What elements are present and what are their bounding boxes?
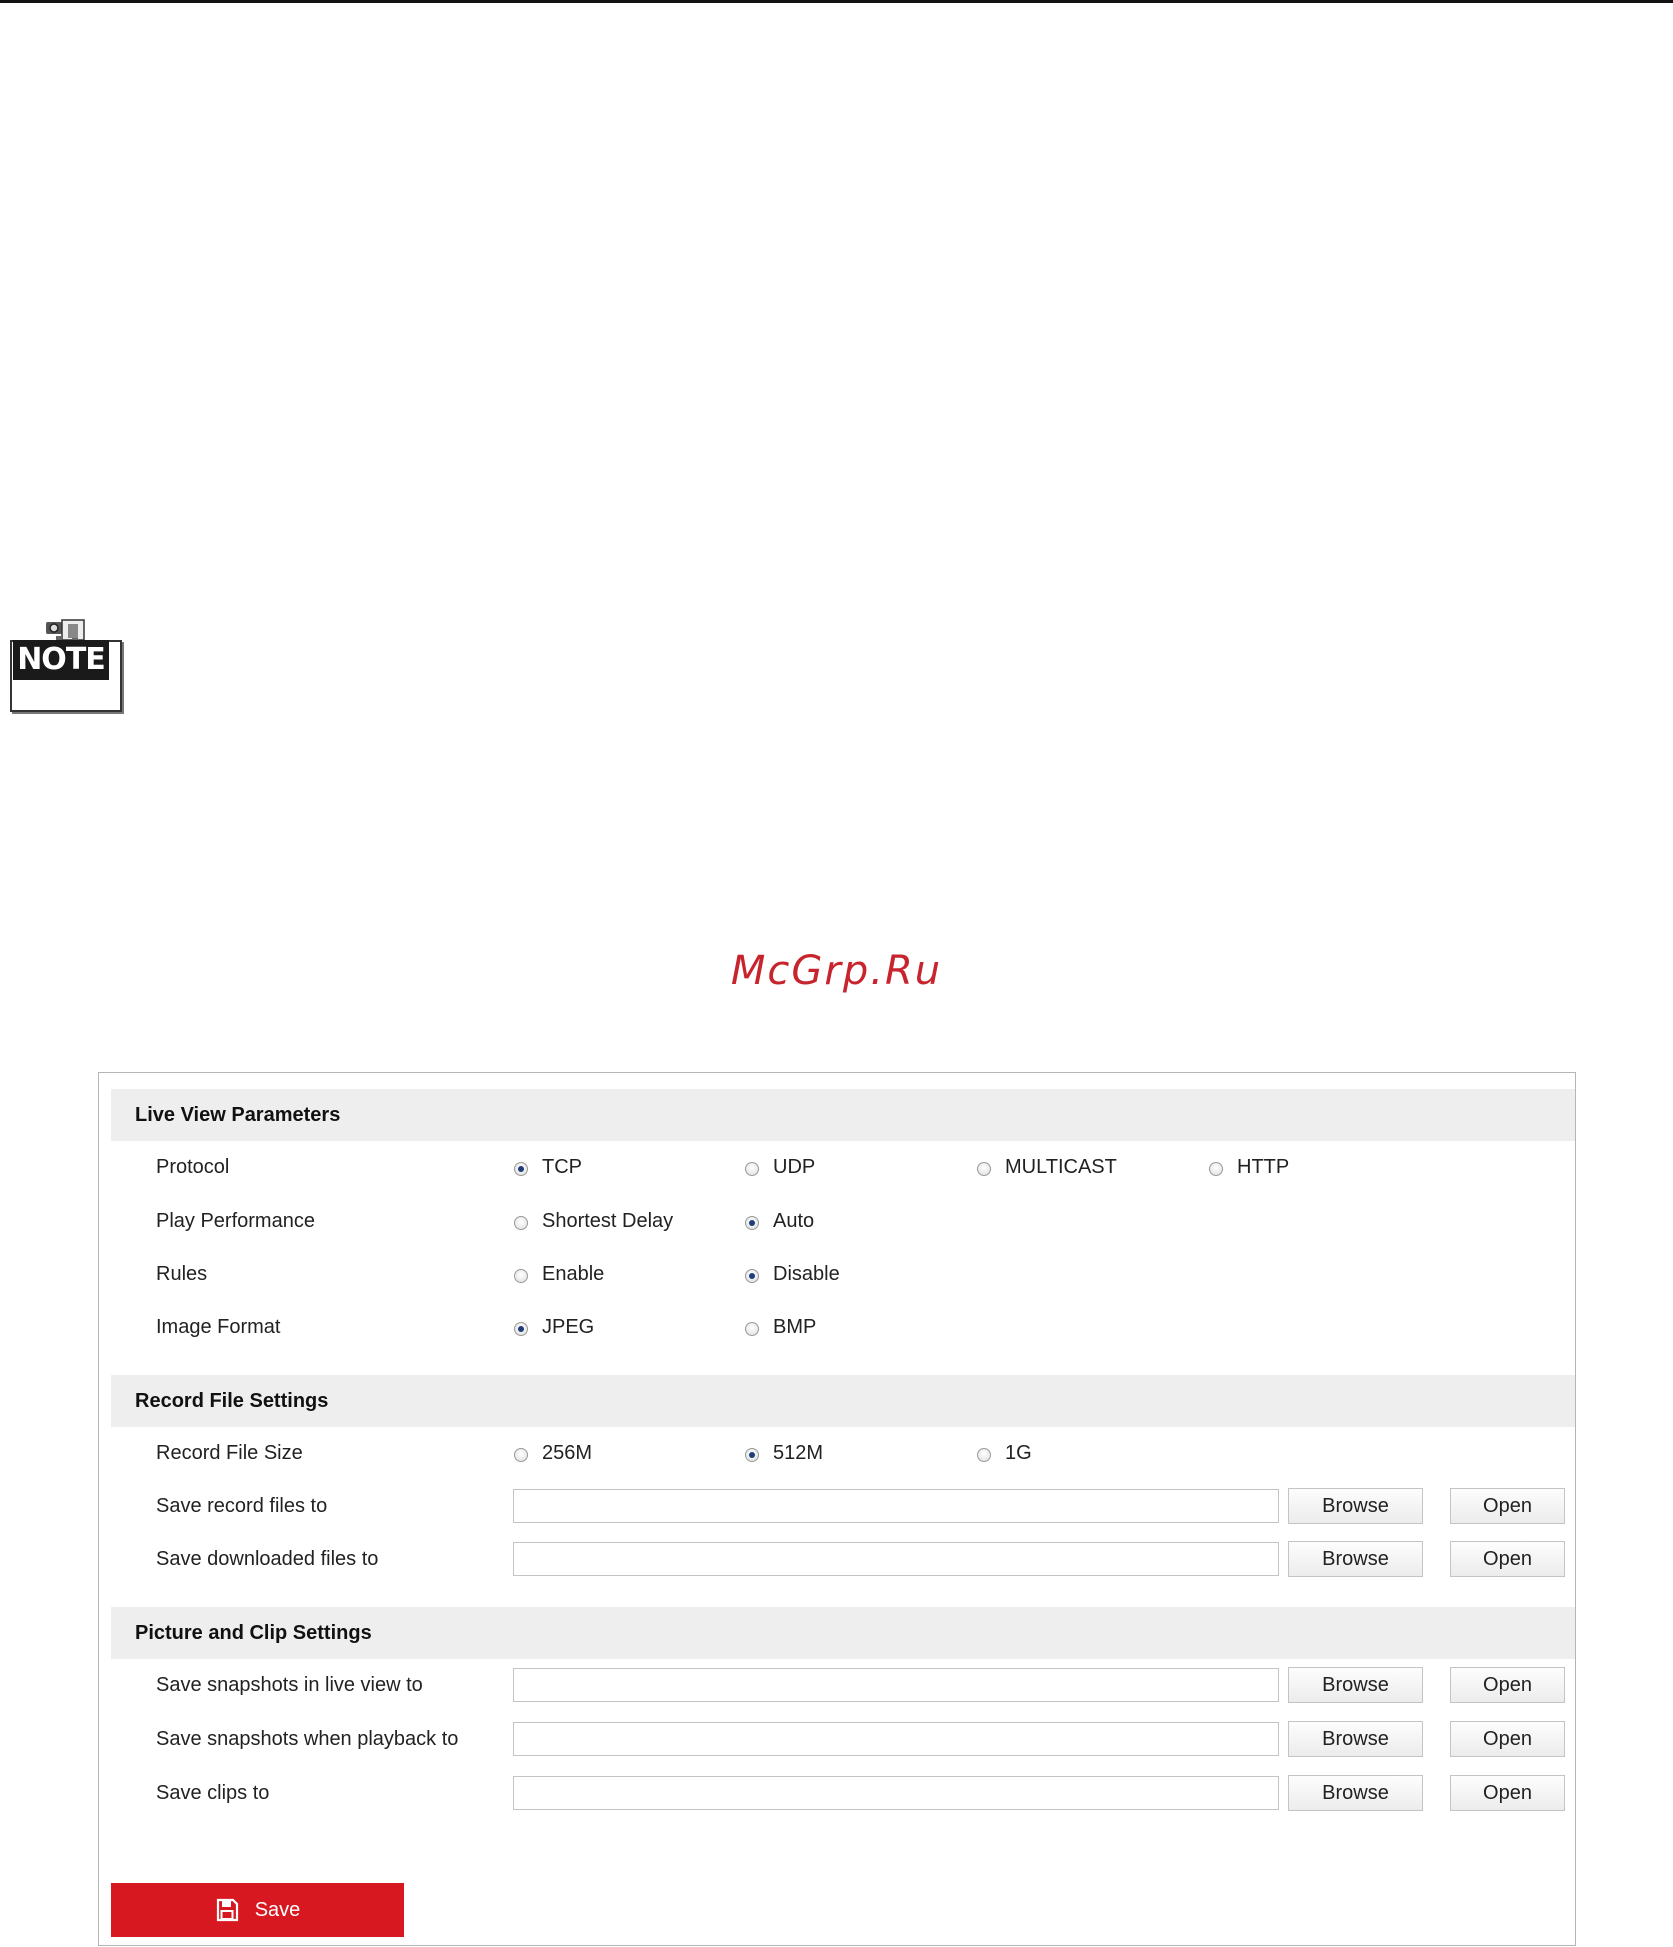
snapshots-playback-label: Save snapshots when playback to	[156, 1728, 459, 1750]
record-file-size-label: Record File Size	[156, 1442, 303, 1464]
radio-rules-enable[interactable]: Enable	[514, 1250, 604, 1298]
local-config-panel	[98, 1072, 1576, 1946]
browse-button[interactable]: Browse	[1288, 1721, 1423, 1757]
radio-dot-icon	[745, 1216, 759, 1230]
radio-dot-icon	[977, 1162, 991, 1176]
row-protocol	[99, 1143, 1575, 1191]
protocol-label: Protocol	[156, 1156, 230, 1178]
section-header-live-view: Live View Parameters	[111, 1089, 1575, 1141]
radio-protocol-http[interactable]: HTTP	[1209, 1143, 1289, 1191]
row-record-file-size	[99, 1429, 1575, 1477]
row-rules	[99, 1250, 1575, 1298]
snapshots-live-label: Save snapshots in live view to	[156, 1674, 423, 1696]
snapshots-playback-input[interactable]	[513, 1722, 1279, 1756]
radio-protocol-udp[interactable]: UDP	[745, 1143, 815, 1191]
radio-protocol-tcp[interactable]: TCP	[514, 1143, 582, 1191]
radio-shortest-delay[interactable]: Shortest Delay	[514, 1197, 673, 1245]
save-downloaded-files-input[interactable]	[513, 1542, 1279, 1576]
radio-size-512m[interactable]: 512M	[745, 1429, 823, 1477]
row-save-downloaded-files	[99, 1535, 1575, 1583]
browse-button[interactable]: Browse	[1288, 1775, 1423, 1811]
radio-dot-icon	[514, 1322, 528, 1336]
open-button[interactable]: Open	[1450, 1775, 1565, 1811]
save-downloaded-files-label: Save downloaded files to	[156, 1548, 379, 1570]
row-snapshots-playback	[99, 1715, 1575, 1763]
top-rule	[0, 0, 1673, 3]
section-header-record-file: Record File Settings	[111, 1375, 1575, 1427]
radio-rules-disable[interactable]: Disable	[745, 1250, 840, 1298]
browse-button[interactable]: Browse	[1288, 1667, 1423, 1703]
radio-auto[interactable]: Auto	[745, 1197, 814, 1245]
play-performance-label: Play Performance	[156, 1210, 315, 1232]
watermark: McGrp.Ru	[730, 948, 943, 994]
browse-button[interactable]: Browse	[1288, 1541, 1423, 1577]
open-button[interactable]: Open	[1450, 1541, 1565, 1577]
save-button[interactable]	[111, 1883, 404, 1937]
row-snapshots-live	[99, 1661, 1575, 1709]
note-badge	[8, 618, 118, 714]
image-format-label: Image Format	[156, 1316, 281, 1338]
radio-dot-icon	[1209, 1162, 1223, 1176]
row-image-format	[99, 1303, 1575, 1351]
radio-format-jpeg[interactable]: JPEG	[514, 1303, 594, 1351]
radio-protocol-multicast[interactable]: MULTICAST	[977, 1143, 1117, 1191]
snapshots-live-input[interactable]	[513, 1668, 1279, 1702]
radio-dot-icon	[514, 1269, 528, 1283]
save-record-files-input[interactable]	[513, 1489, 1279, 1523]
open-button[interactable]: Open	[1450, 1488, 1565, 1524]
radio-dot-icon	[745, 1269, 759, 1283]
radio-dot-icon	[745, 1162, 759, 1176]
section-header-picture-clip: Picture and Clip Settings	[111, 1607, 1575, 1659]
save-icon	[215, 1898, 239, 1922]
row-play-performance	[99, 1197, 1575, 1245]
rules-label: Rules	[156, 1263, 208, 1285]
save-button-label: Save	[254, 1898, 301, 1921]
browse-button[interactable]: Browse	[1288, 1488, 1423, 1524]
save-clips-input[interactable]	[513, 1776, 1279, 1810]
row-save-clips	[99, 1769, 1575, 1817]
radio-dot-icon	[745, 1448, 759, 1462]
radio-dot-icon	[514, 1216, 528, 1230]
note-label: NOTE	[13, 640, 109, 680]
save-clips-label: Save clips to	[156, 1782, 270, 1804]
radio-format-bmp[interactable]: BMP	[745, 1303, 816, 1351]
open-button[interactable]: Open	[1450, 1667, 1565, 1703]
radio-size-1g[interactable]: 1G	[977, 1429, 1032, 1477]
radio-dot-icon	[745, 1322, 759, 1336]
open-button[interactable]: Open	[1450, 1721, 1565, 1757]
radio-dot-icon	[514, 1448, 528, 1462]
radio-dot-icon	[977, 1448, 991, 1462]
radio-dot-icon	[514, 1162, 528, 1176]
radio-size-256m[interactable]: 256M	[514, 1429, 592, 1477]
row-save-record-files	[99, 1482, 1575, 1530]
save-record-files-label: Save record files to	[156, 1495, 328, 1517]
